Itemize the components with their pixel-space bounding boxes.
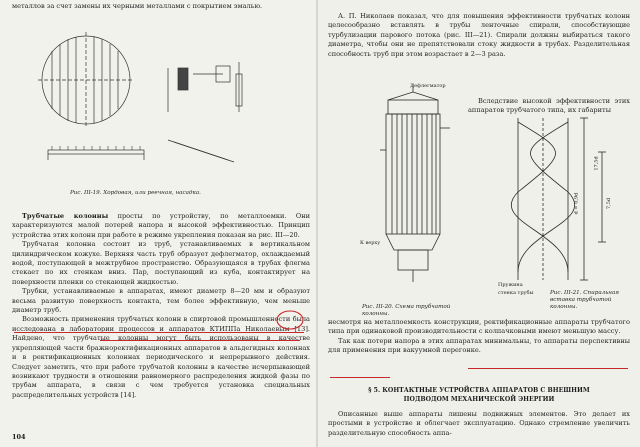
red-underline-3 (468, 368, 628, 369)
right-para-5: Описанные выше аппараты лишены подвижных элементов. Это делает их простыми в устройстве и облегчает эксплуатацию. Однако стремление увеличить разделительную способность аппа- (328, 410, 630, 437)
red-circle-annotation (276, 310, 306, 332)
right-para-1: А. П. Николаев показал, что для повышения эффективности трубчатых колонн целесообразно вставлять в трубы ленточные спирали, способствующие турбулизации парового потока (рис. III—21). Спирали должны выбираться такого диаметра, чтобы они не препятствовали стоку жидкости в трубах. Разделительная способность труб при этом возрастает в 2—3 раза. (328, 12, 630, 58)
section-title: Трубчатые колонны (22, 212, 109, 220)
page-number: 104 (12, 433, 26, 441)
label-dim-spiral: d = 0,9d (573, 192, 580, 215)
figure-iii-21-caption: Рис. III-21. Спиральная вставка трубчатой колонны. (550, 290, 619, 310)
left-page (0, 0, 318, 447)
right-para-2: Вследствие высокой эффективности этих аппаратов трубчатого типа, их габариты (468, 97, 630, 115)
right-page (318, 0, 640, 447)
figure-iii-19 (8, 22, 308, 172)
figure-iii-20 (358, 90, 468, 290)
label-dephlegmator: Дефлегматор (410, 83, 446, 89)
right-para-3: несмотря на металлоемкость конструкции, ректификационные аппараты трубчатого типа при одинаковой производительности с колпачковыми имеют меньшую массу. Так как потери напора в этих аппаратах минимальны, то аппараты перспективны для применения при вакуумной перегонке. (328, 318, 630, 355)
top-text: металлов за счет замены их черными металлами с покрытием эмалью. (12, 2, 263, 10)
figure-iii-19-caption: Рис. III-19. Хордовая, или реечная, насадка. (70, 190, 201, 196)
para-2: Трубчатая колонна состоит из труб, устанавливаемых в вертикальном цилиндрическом кожухе. Верхняя часть труб образует дефлегматор, охлаждаемый водой, поступающей в межтрубное пространство. Образующаяся в трубах флегма стекает по их стенкам вниз. Пар, поступающий из куба, контактирует на поверхности пленки со стекающей жидкостью. (12, 240, 310, 286)
section-heading: § 5. КОНТАКТНЫЕ УСТРОЙСТВА АППАРАТОВ С ВНЕШНИМ ПОДВОДОМ МЕХАНИЧЕСКОЙ ЭНЕРГИИ (368, 387, 590, 403)
para-1: просты по устройству, по металлоемки. Они характеризуются малой потерей напора и высокой эффективностью. Принцип устройства этих колонн при работе в режиме укрепления показан на рис. III—20. (12, 212, 311, 239)
label-tube-wall: стенка трубы (498, 290, 534, 296)
red-underline-2 (100, 340, 300, 341)
para-4: Возможность применения трубчатых колонн в спиртовой промышленности была исследована в лаборатории процессов и аппаратов КТИППа Николаевым [13]. Найдено, что трубчатые колонны могут быть использованы в качестве укрепляющей части бражноректификационных аппаратов в альдегидных колоннах и в ректификационных колоннах периодического и непрерывного действия. Следует заметить, что при работе трубчатой колонны в качестве исчерпывающей возникают трудности в отношении равномерного распределения жидкой фазы по трубам аппарата, в связи с чем требуется установка специальных распределительных устройств [14]. (12, 315, 310, 399)
label-to-top: К верху (360, 240, 381, 246)
para-3: Трубки, устанавливаемые в аппаратах, имеют диаметр 8—20 мм и образуют весьма развитую поверхность контакта, тем более эффективную, чем меньше диаметр труб. (12, 287, 310, 315)
label-dim-right: 7,5d (606, 197, 613, 210)
red-underline-1 (14, 332, 304, 333)
label-spiral: Пружина (498, 282, 523, 288)
left-body-text (12, 212, 310, 400)
figure-iii-20-caption: Рис. III-20. Схема трубчатой колонны. (362, 304, 451, 317)
red-underline-4 (330, 377, 390, 378)
label-dim-total: 17,5d (593, 156, 600, 171)
